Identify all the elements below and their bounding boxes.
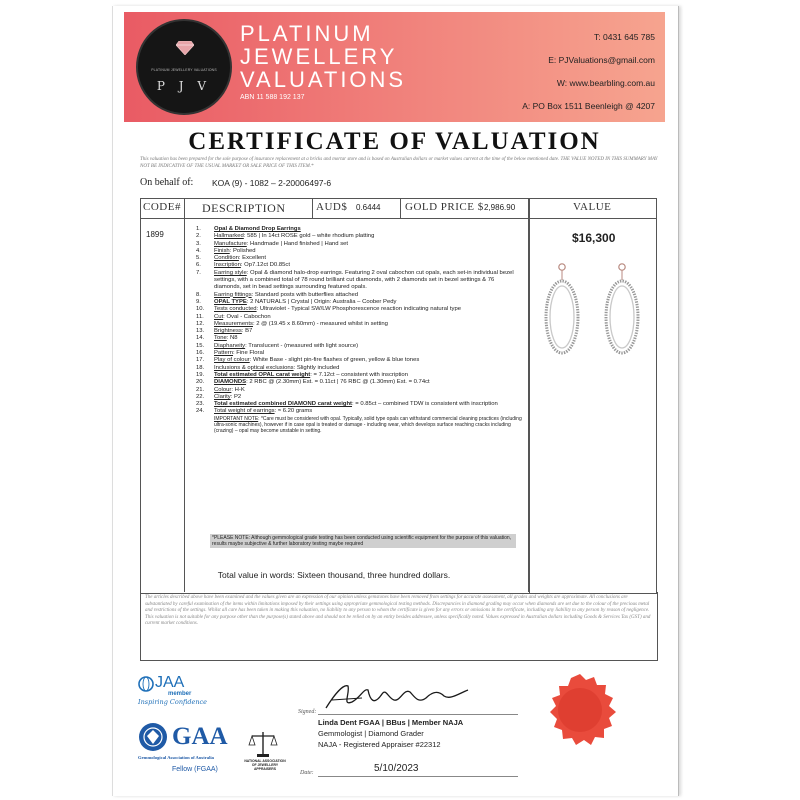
item-detail: : Opal & diamond halo-drop earrings. Featuring 2 oval cabochon cut opals, each set-in individual bezel settings, with a combined total of 78 round brilliant cut diamonds, with 2 diamonds set in bezel settings & 76 diamonds, set in bead settings surrounding featured opals. <box>214 269 514 291</box>
jaa-member: member <box>168 691 192 697</box>
item-text <box>214 241 522 248</box>
item-label: DIAMONDS <box>214 379 247 386</box>
list-item <box>196 262 522 269</box>
item-label: Measurements <box>214 320 253 327</box>
header-description: DESCRIPTION <box>202 201 286 215</box>
item-detail: : 585 | In 14ct ROSE gold – white rhodium platting <box>243 233 375 240</box>
gaa-name: Gemmological Association of Australia <box>138 755 214 760</box>
important-note-text <box>214 416 522 435</box>
naja-logo <box>244 730 286 771</box>
list-item <box>196 372 522 379</box>
signatory-name: Linda Dent FGAA | BBus | Member NAJA <box>318 718 464 727</box>
item-text <box>214 321 522 328</box>
item-label: Earring style <box>214 269 247 276</box>
logo-tagline: PLATINUM JEWELLERY VALUATIONS <box>151 68 217 72</box>
aud-rate: 0.6444 <box>356 203 381 212</box>
list-item <box>196 241 522 248</box>
item-label: Tone <box>214 335 227 342</box>
item-number: 18. <box>196 364 205 371</box>
list-item <box>196 299 522 306</box>
item-number: 13. <box>196 328 205 335</box>
item-detail: : 2 RBC @ (2.30mm) Est. = 0.11ct | 76 RBC @ (1.30mm) Est. = 0.74ct <box>246 379 430 386</box>
item-number: 23. <box>196 401 205 408</box>
list-item <box>196 314 522 321</box>
item-text <box>214 270 522 292</box>
item-detail: : N8 <box>226 335 238 342</box>
diamond-icon <box>176 41 194 55</box>
item-label: Total weight of earrings <box>214 408 275 415</box>
important-note-label: IMPORTANT NOTE <box>214 415 259 422</box>
item-label: Condition <box>214 255 239 262</box>
item-detail: : Op7.12ct D0.85ct <box>240 262 290 269</box>
list-item <box>196 328 522 335</box>
date-line <box>318 776 518 777</box>
item-text <box>214 365 522 372</box>
item-label: Brightness <box>214 328 242 335</box>
item-detail: : Fine Floral <box>233 350 265 357</box>
item-text <box>214 233 522 240</box>
item-number: 11. <box>196 313 204 320</box>
column-divider <box>184 198 185 592</box>
item-label: Opal & Diamond Drop Earrings <box>214 226 301 232</box>
item-text <box>214 314 522 321</box>
list-item <box>196 248 522 255</box>
item-text <box>214 387 522 394</box>
item-detail: : Slightly included <box>293 364 340 371</box>
jaa-text: JAA <box>155 674 185 691</box>
item-text <box>214 394 522 401</box>
list-item <box>196 394 522 401</box>
item-detail: : P2 <box>230 393 242 400</box>
list-item <box>196 233 522 240</box>
signed-label: Signed: <box>298 709 317 715</box>
item-text <box>214 262 522 269</box>
item-label: Cut <box>214 313 224 320</box>
item-code: 1899 <box>146 230 164 239</box>
item-number: 10. <box>196 306 205 313</box>
item-text <box>214 255 522 262</box>
header-code: CODE# <box>143 201 181 213</box>
signatory-role: Gemmologist | Diamond Grader <box>318 729 424 738</box>
business-name-line: JEWELLERY <box>240 44 398 69</box>
important-note <box>196 416 522 435</box>
jaa-globe-icon <box>138 676 154 692</box>
date-label: Date: <box>300 770 314 776</box>
gaa-fellow: Fellow (FGAA) <box>172 766 218 773</box>
item-text <box>214 328 522 335</box>
item-detail: : Polished <box>229 247 256 254</box>
item-detail: : ≈ 6.20 grams <box>274 408 313 415</box>
item-label: Hallmarked <box>214 233 244 240</box>
item-number: 14. <box>196 335 205 342</box>
item-detail: : = 0.85ct – combined TDW is consistent with inscription <box>352 401 498 408</box>
header-divider <box>400 198 401 219</box>
business-name-line: PLATINUM <box>240 21 374 46</box>
item-detail: : Handmade | Hand finished | Hand set <box>246 240 349 247</box>
item-number: 9. <box>196 298 201 305</box>
item-value: $16,300 <box>572 231 616 245</box>
header-banner <box>124 12 665 122</box>
item-label: Finish <box>214 247 230 254</box>
item-number: 24. <box>196 408 205 415</box>
header-divider <box>312 198 313 219</box>
item-number: 3. <box>196 240 201 247</box>
gaa-text: GAA <box>172 723 228 750</box>
item-text <box>214 357 522 364</box>
item-number: 7. <box>196 269 201 276</box>
item-number: 12. <box>196 320 205 327</box>
item-number: 2. <box>196 233 201 240</box>
description-list <box>196 226 522 434</box>
list-item <box>196 408 522 415</box>
earring-right <box>606 264 638 353</box>
item-label: Manufacture <box>214 240 247 247</box>
earrings-image <box>540 262 646 382</box>
important-note-detail: : *Care must be considered with opal. Typically, solid type opals can withstand commercial cleaning practices (including ultra-sonic machines), however if in case opal is treated or damage - including wear, which develops surface reaching cracks including (crazing) – opal may become unstable in setting. <box>214 415 522 435</box>
item-text <box>214 306 522 313</box>
item-text <box>214 226 522 233</box>
item-number: 22. <box>196 393 205 400</box>
column-divider <box>528 198 529 592</box>
item-detail: : Translucent - (measured with light source) <box>245 342 359 349</box>
jaa-tagline: Inspiring Confidence <box>138 698 208 706</box>
item-text <box>214 372 522 379</box>
legal-disclaimer: The articles described above have been examined and the values given are an expression of our opinion unless gemstones have been removed from settings for accurate assessment, all grades and weights are approximate. All conclusions are substantiated by careful examination of the items within limitations imposed by their settings using appropriate gemmological testing methods. Discrepancies in diamond grading may occur when diamonds are set due to the colour of the precious metal and restrictions of the settings. Whilst all care has been taken in making this valuation, no liability to any person to whom the certificate is given for any errors or omissions in the certificate, including any liability to any person by reason of negligence. This valuation is not suitable for any purpose other than the purpose(s) stated above and should not be relied on by an entity besides addressee, unless specifically noted. Values expressed in Australian dollars including Goods & Services Tax (GST) and current market conditions. <box>145 595 651 627</box>
signature-scribble <box>322 680 472 714</box>
valuation-date: 5/10/2023 <box>374 763 419 774</box>
please-note: *PLEASE NOTE: Although gemmological grade testing has been conducted using scientific equipment for the purpose of this valuation, results maybe subjective & further laboratory testing maybe required <box>210 534 516 548</box>
item-detail: : White Base - slight pin-fire flashes of green, yellow & blue tones <box>249 357 420 364</box>
signature-line <box>318 714 518 715</box>
business-name-line: VALUATIONS <box>240 67 407 92</box>
item-number: 15. <box>196 342 205 349</box>
signatory-registration: NAJA - Registered Appraiser #22312 <box>318 740 441 749</box>
item-label: Inclusions & optical exclusions <box>214 364 294 371</box>
header-gold-price: GOLD PRICE $ <box>405 201 484 213</box>
value-column <box>528 198 657 594</box>
item-label: Total estimated combined DIAMOND carat weight <box>214 401 353 408</box>
item-text <box>214 292 522 299</box>
list-item <box>196 387 522 394</box>
item-label: Inscription <box>214 262 241 269</box>
item-label: Tests conducted <box>214 306 257 313</box>
item-number: 6. <box>196 262 201 269</box>
item-number: 17. <box>196 357 205 364</box>
gaa-emblem-icon <box>138 722 168 752</box>
scales-icon <box>248 730 278 758</box>
item-label: Total estimated OPAL carat weight <box>214 371 311 378</box>
list-item <box>196 292 522 299</box>
pjv-logo <box>136 19 232 115</box>
item-number: 5. <box>196 255 201 262</box>
abn: ABN 11 588 192 137 <box>240 94 305 101</box>
list-item <box>196 321 522 328</box>
earring-left <box>546 264 578 353</box>
phone: T: 0431 645 785 <box>594 32 655 42</box>
item-number: 20. <box>196 379 205 386</box>
list-item <box>196 255 522 262</box>
business-name <box>240 22 406 91</box>
website[interactable]: W: www.bearbling.com.au <box>556 78 655 88</box>
gold-price: 2,986.90 <box>484 203 516 212</box>
logo-initials: P J V <box>156 79 212 93</box>
item-detail: : H-K <box>231 386 245 393</box>
item-number: 8. <box>196 291 201 298</box>
item-label: Earring fittings <box>214 291 252 298</box>
item-label: Pattern <box>214 350 233 357</box>
item-text <box>214 299 522 306</box>
list-item <box>196 357 522 364</box>
item-text <box>214 350 522 357</box>
header-value: VALUE <box>573 201 612 213</box>
item-detail: : Oval - Cabochon <box>223 313 271 320</box>
item-detail: : B7 <box>241 328 253 335</box>
item-label: Clarity <box>214 393 231 400</box>
email[interactable]: E: PJValuations@gmail.com <box>548 55 655 65</box>
item-text <box>214 335 522 342</box>
item-text <box>214 248 522 255</box>
item-label: Colour <box>214 386 232 393</box>
address: A: PO Box 1511 Beenleigh @ 4207 <box>522 101 655 111</box>
spacer <box>196 416 214 435</box>
valuation-disclaimer: This valuation has been prepared for the sole purpose of insurance replacement at a bricks and mortar store and is based on Australian dollars or market values current at the time of the below mentioned date. THE VALUE NOTED IN THIS SUMMARY MAY NOT BE INDICATIVE OF THE USUAL MARKET OR SALE PRICE OF THIS ITEM.* <box>140 157 658 169</box>
list-item <box>196 306 522 313</box>
item-text <box>214 408 522 415</box>
header-aud: AUD$ <box>316 201 348 213</box>
item-detail: : 2 @ (19.45 x 8.60mm) - measured whilst in setting <box>252 320 388 327</box>
list-item <box>196 350 522 357</box>
total-value-words: Total value in words: Sixteen thousand, three hundred dollars. <box>217 570 451 580</box>
item-text <box>214 379 522 386</box>
item-number: 1. <box>196 226 201 232</box>
item-label: Diaphaneity <box>214 342 246 349</box>
list-item <box>196 335 522 342</box>
item-number: 19. <box>196 371 205 378</box>
item-label: Play of colour <box>214 357 250 364</box>
naja-text: NATIONAL ASSOCIATION OF JEWELLERY APPRAISERS <box>244 759 286 771</box>
list-item <box>196 226 522 233</box>
wax-seal <box>542 672 618 748</box>
item-number: 16. <box>196 350 205 357</box>
list-item <box>196 379 522 386</box>
list-item <box>196 401 522 408</box>
item-detail: : Standard posts with butterflies attached <box>251 291 359 298</box>
item-number: 21. <box>196 386 205 393</box>
item-detail: : = 7.12ct – consistent with inscription <box>310 371 408 378</box>
item-detail: : Excellent <box>238 255 267 262</box>
item-detail: : 2 NATURALS | Crystal | Origin: Australia – Coober Pedy <box>246 298 397 305</box>
behalf-label: On behalf of: <box>140 177 194 188</box>
item-label: OPAL TYPE <box>214 298 247 305</box>
list-item <box>196 270 522 292</box>
item-text <box>214 401 522 408</box>
list-item <box>196 365 522 372</box>
list-item <box>196 343 522 350</box>
item-number: 4. <box>196 247 201 254</box>
item-text <box>214 343 522 350</box>
page-title: CERTIFICATE OF VALUATION <box>188 128 601 155</box>
behalf-value: KOA (9) - 1082 – 2-20006497-6 <box>212 178 332 188</box>
item-detail: : Ultraviolet - Typical SW/LW Phosphorescence reaction indicating natural type <box>256 306 461 313</box>
